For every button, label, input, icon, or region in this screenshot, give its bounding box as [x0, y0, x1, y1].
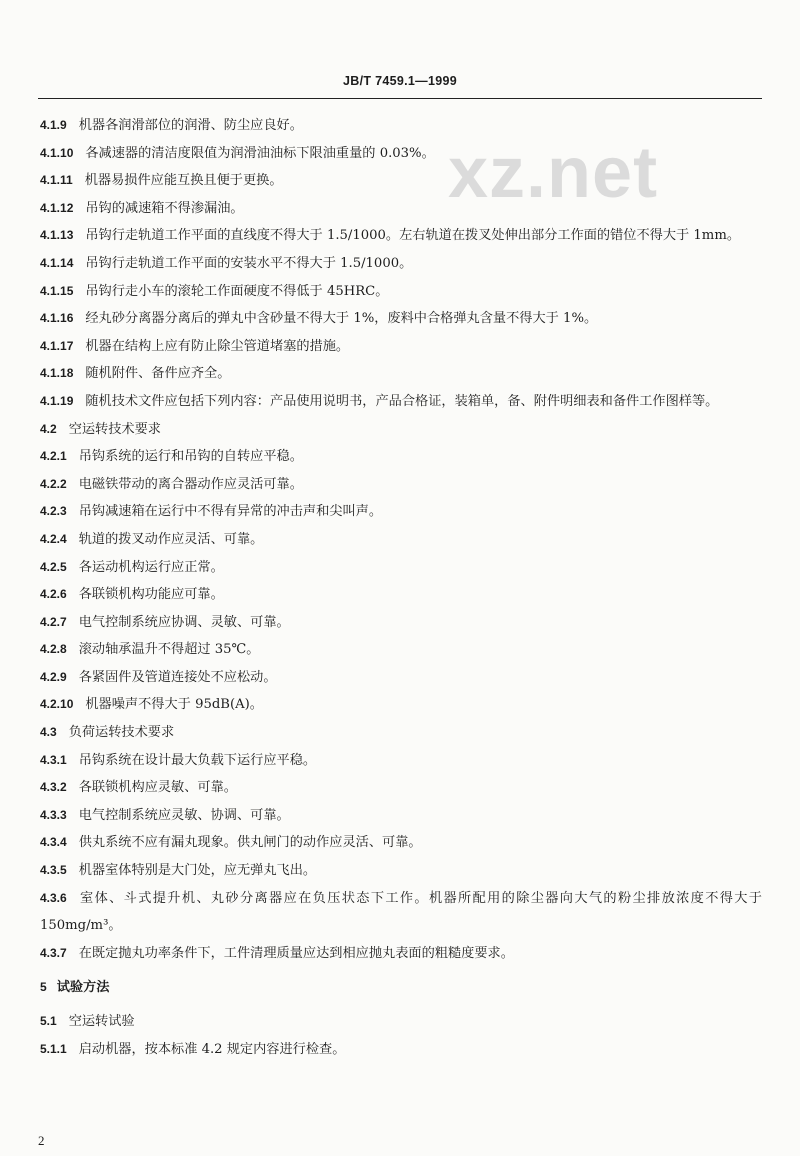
clause-text: 吊钩行走轨道工作平面的安装水平不得大于 1.5/1000。	[85, 255, 413, 271]
clause-number: 4.3.2	[40, 780, 67, 795]
watermark: xz.net	[448, 133, 659, 213]
clause-number: 4.3.5	[40, 863, 67, 878]
clause-text: 电磁铁带动的离合器动作应灵活可靠。	[78, 476, 303, 492]
clause-4-3-6	[40, 885, 762, 940]
section-5-1-heading	[40, 1008, 762, 1036]
standard-code: JB/T 7459.1—1999	[343, 74, 457, 88]
clause-4-2-7	[40, 609, 762, 637]
clause-text: 各运动机构运行应正常。	[78, 559, 224, 575]
clause-4-1-19	[40, 388, 762, 416]
clause-text: 机器易损件应能互换且便于更换。	[84, 173, 283, 189]
clause-text: 电气控制系统应灵敏、协调、可靠。	[78, 807, 290, 823]
clause-number: 4.3.3	[40, 807, 67, 822]
clause-number: 4.1.13	[40, 228, 74, 243]
clause-number: 4.2.5	[40, 559, 67, 574]
clause-4-3-4	[40, 829, 762, 857]
clause-number: 4.1.11	[40, 173, 73, 188]
clause-text: 各联锁机构应灵敏、可靠。	[78, 780, 237, 796]
clause-4-2-10	[40, 691, 762, 719]
clause-text: 轨道的拨叉动作应灵活、可靠。	[78, 531, 264, 547]
clause-text: 经丸砂分离器分离后的弹丸中含砂量不得大于 1%，废料中合格弹丸含量不得大于 1%。	[85, 311, 598, 327]
clause-text: 各减速器的清洁度限值为润滑油油标下限油重量的 0.03%。	[85, 145, 435, 161]
clause-4-1-13	[40, 222, 762, 250]
clause-4-1-17	[40, 333, 762, 361]
clause-number: 4.2.7	[40, 614, 67, 629]
clause-4-1-14	[40, 250, 762, 278]
section-heading: 空运转试验	[68, 1014, 135, 1029]
clause-4-2-3	[40, 498, 762, 526]
clause-text: 电气控制系统应协调、灵敏、可靠。	[78, 614, 290, 630]
clause-text: 吊钩系统的运行和吊钩的自转应平稳。	[78, 449, 303, 465]
clause-number: 4.1.9	[40, 118, 67, 132]
clause-number: 4.3.6	[40, 890, 67, 905]
clause-number: 4.1.15	[40, 283, 74, 298]
clause-text: 随机技术文件应包括下列内容：产品使用说明书，产品合格证，装箱单，备、附件明细表和备件工作图样等。	[85, 393, 719, 409]
clause-number: 4.1.14	[40, 255, 74, 270]
section-number: 4.3	[40, 725, 57, 740]
clause-text: 供丸系统不应有漏丸现象。供丸闸门的动作应灵活、可靠。	[78, 835, 422, 851]
clause-number: 4.2.9	[40, 669, 67, 684]
clause-number: 4.2.6	[40, 587, 67, 602]
page-number: 2	[38, 1133, 45, 1148]
clause-text: 各联锁机构功能应可靠。	[78, 587, 224, 603]
clause-text: 机器噪声不得大于 95dB(A)。	[85, 697, 263, 713]
clause-4-1-15	[40, 278, 762, 306]
section-number: 4.2	[40, 421, 57, 436]
section-heading: 空运转技术要求	[68, 421, 161, 437]
clause-4-2-2	[40, 471, 762, 499]
section-number: 5.1	[40, 1014, 57, 1028]
clause-4-1-16	[40, 305, 762, 333]
section-heading: 负荷运转技术要求	[68, 725, 175, 741]
clause-number: 4.2.1	[40, 449, 67, 464]
clause-text: 吊钩行走轨道工作平面的直线度不得大于 1.5/1000。左右轨道在拨叉处伸出部分工作面的错位不得大于 1mm。	[85, 228, 741, 244]
clause-4-3-2	[40, 774, 762, 802]
clause-number: 4.2.3	[40, 504, 67, 519]
clause-text: 在既定抛丸功率条件下，工件清理质量应达到相应抛丸表面的粗糙度要求。	[78, 945, 514, 961]
clause-text: 机器室体特别是大门处，应无弹丸飞出。	[78, 863, 317, 879]
clause-4-3-3	[40, 802, 762, 830]
clause-4-2-6	[40, 581, 762, 609]
chapter-heading: 试验方法	[56, 980, 110, 996]
section-4-2-heading	[40, 416, 762, 444]
clause-4-1-9	[40, 112, 762, 140]
clause-number: 5.1.1	[40, 1041, 67, 1056]
clause-4-3-1	[40, 747, 762, 775]
clause-4-3-7	[40, 940, 762, 968]
clause-text: 随机附件、备件应齐全。	[85, 366, 231, 382]
clause-number: 4.2.4	[40, 531, 67, 546]
clause-text: 室体、斗式提升机、丸砂分离器应在负压状态下工作。机器所配用的除尘器向大气的粉尘排放浓度不得大于 150mg/m³。	[40, 890, 762, 934]
clause-number: 4.2.10	[40, 697, 74, 712]
clause-number: 4.1.17	[40, 338, 74, 353]
clause-number: 4.2.8	[40, 642, 67, 657]
clause-4-2-8	[40, 636, 762, 664]
clause-text: 滚动轴承温升不得超过 35℃。	[78, 642, 260, 658]
clause-number: 4.3.7	[40, 945, 67, 960]
clause-4-2-4	[40, 526, 762, 554]
clause-4-1-11	[40, 167, 762, 195]
chapter-number: 5	[40, 980, 47, 995]
clause-text: 吊钩系统在设计最大负载下运行应平稳。	[78, 752, 317, 768]
clause-number: 4.2.2	[40, 476, 67, 491]
section-4-3-heading	[40, 719, 762, 747]
clause-4-3-5	[40, 857, 762, 885]
document-body	[40, 112, 762, 1063]
page-header	[38, 74, 762, 99]
clause-5-1-1	[40, 1036, 762, 1064]
clause-text: 吊钩行走小车的滚轮工作面硬度不得低于 45HRC。	[85, 283, 389, 299]
clause-text: 机器各润滑部位的润滑、防尘应良好。	[78, 118, 303, 133]
clause-number: 4.3.4	[40, 835, 67, 850]
clause-text: 各紧固件及管道连接处不应松动。	[78, 669, 277, 685]
clause-text: 机器在结构上应有防止除尘管道堵塞的措施。	[85, 338, 350, 354]
clause-number: 4.1.19	[40, 393, 74, 408]
chapter-5-heading	[40, 974, 762, 1002]
clause-number: 4.1.16	[40, 311, 74, 326]
clause-text: 吊钩的减速箱不得渗漏油。	[85, 200, 244, 216]
clause-4-1-12	[40, 195, 762, 223]
clause-4-2-9	[40, 664, 762, 692]
clause-number: 4.1.18	[40, 366, 74, 381]
clause-text: 吊钩减速箱在运行中不得有异常的冲击声和尖叫声。	[78, 504, 383, 520]
clause-4-1-10	[40, 140, 762, 168]
clause-number: 4.1.12	[40, 200, 74, 215]
clause-number: 4.1.10	[40, 145, 74, 160]
clause-4-2-1	[40, 443, 762, 471]
clause-text: 启动机器，按本标准 4.2 规定内容进行检查。	[78, 1041, 346, 1057]
clause-4-2-5	[40, 554, 762, 582]
clause-4-1-18	[40, 360, 762, 388]
clause-number: 4.3.1	[40, 752, 67, 767]
